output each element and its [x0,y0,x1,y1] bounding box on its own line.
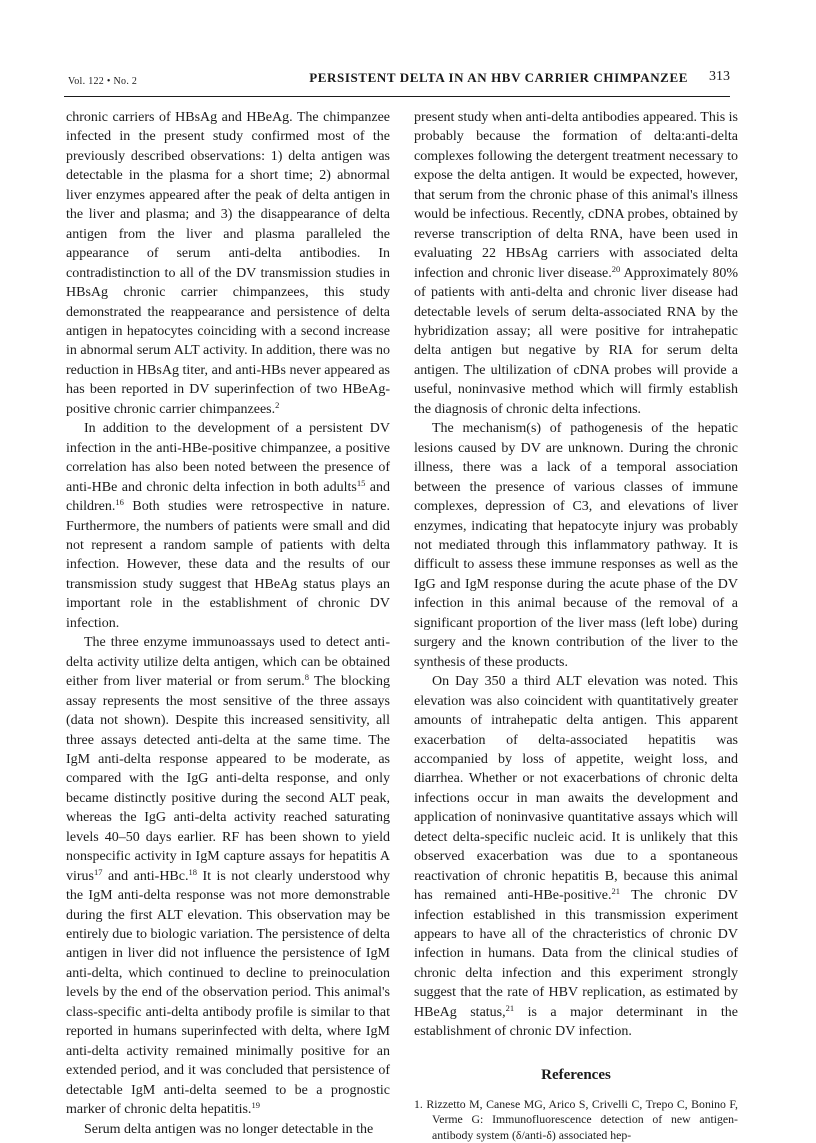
citation: 15 [356,477,366,488]
citation: 21 [611,886,620,897]
citation: 16 [115,497,124,508]
page-number: 313 [709,69,730,84]
paragraph-text: The mechanism(s) of pathogenesis of the hepatic lesions caused by DV are unknown. During the chronic illness, there was a lack of a temporal association between the presence of various classes of immune complexes, depression of C3, and elevations of liver enzymes, indicating that hepatocyte injury was probably not mediated through this inflammatory pathway. It is difficult to assess these immune responses as well as the IgG and IgM response during the acute phase of the DV infection in this animal because of the removal of a significant proportion of the liver mass (left lobe) during surgery and the known contribution of the liver to the synthesis of these products. [414,421,738,670]
right-column [414,108,738,1143]
citation: 17 [94,866,103,877]
paragraph-text: is a major determinant in the establishment of chronic DV infection. [414,1004,739,1040]
citation: 20 [611,263,621,274]
volume-issue: Vol. 122 • No. 2 [68,76,138,87]
paragraph-text: and anti-HBc. [102,868,189,884]
paragraph-text: and children. [66,479,390,515]
paragraph [66,1120,390,1139]
paragraph-text: present study when anti-delta antibodies appeared. This is probably because the formation of delta:anti-delta complexes following the detergent treatment necessary to expose the delta antigen. It would be expected, however, that serum from the chronic phase of this animal's illness would be infectious. Recently, cDNA probes, obtained by reverse transcription of delta RNA, have been used in evaluating 22 HBsAg carriers with associated delta infection and chronic liver disease. [414,110,738,281]
references-heading: References [541,1066,611,1083]
paragraph [414,672,738,1042]
running-title: PERSISTENT DELTA IN AN HBV CARRIER CHIMPANZEE [309,70,688,85]
paragraph-text: The three enzyme immunoassays used to detect anti-delta activity utilize delta antigen, which can be obtained either from liver material or from serum. [66,635,390,690]
citation: 21 [505,1002,515,1013]
citation: 18 [188,866,197,877]
paragraph-text: It is not clearly understood why the IgM anti-delta response was not more demonstrable during the first ALT elevation. This observation may be entirely due to biologic variation. The persistence of delta antigen in liver did not influence the persistence of IgM anti-delta, which continued to decline to preinoculation levels by the end of the observation period. This animal's class-specific anti-delta antibody profile is similar to that reported in humans superinfected with delta, where IgM anti-delta activity remained minimally positive for an extended period, and it was concluded that persistence of detectable IgM anti-delta seemed to be a prognostic marker of chronic delta hepatitis. [66,868,391,1118]
paragraph-text: Serum delta antigen was no longer detectable in the [84,1121,374,1137]
paragraph-text: chronic carriers of HBsAg and HBeAg. The chimpanzee infected in the present study confirmed most of the previously described observations: 1) delta antigen was detectable in the plasma for a short time; 2) abnormal liver enzymes appeared after the peak of delta antigen in the liver and plasma; and 3) the disappearance of delta antigen from the liver and plasma paralleled the appearance of serum anti-delta antibodies. In contradistinction to all of the DV transmission studies in HBsAg chronic carrier chimpanzees, this study demonstrated the reappearance and persistence of delta antigen in hepatocytes coinciding with a second increase in abnormal serum ALT activity. In addition, there was no reduction in HBsAg titer, and anti-HBs never appeared as has been reported in DV superinfection of two HBeAg-positive chronic carrier chimpanzees. [66,110,390,417]
header-rule [64,96,730,97]
paragraph-text: The blocking assay represents the most sensitive of the three assays (data not shown). Despite this increased sensitivity, all three assays detected anti-delta at the same time. The IgM anti-delta response appeared to be moderate, as compared with the IgG anti-delta response, and only became distinctly positive during the second ALT peak, whereas the IgG anti-delta activity reached saturating levels 40–50 days earlier. RF has been shown to yield nonspecific activity in IgM capture assays for hepatitis A virus [66,674,390,884]
paragraph [66,419,390,633]
running-header [62,62,730,92]
citation: 19 [251,1100,260,1111]
left-column [66,108,390,1139]
paragraph [414,108,738,419]
citation: 8 [304,672,309,683]
paragraph [66,633,390,1119]
paragraph-text: In addition to the development of a persistent DV infection in the anti-HBe-positive chimpanzee, a positive correlation has also been noted between the presence of anti-HBe and chronic delta infection in both adults [66,421,390,495]
paragraph-text: Both studies were retrospective in nature. Furthermore, the numbers of patients were small and did not represent a random sample of patients with delta infection. However, these data and the results of our transmission study suggest that HBeAg status plays an important role in the establishment of chronic DV infection. [66,499,390,631]
paragraph-text: On Day 350 a third ALT elevation was noted. This elevation was also coincident with quantitatively greater amounts of intrahepatic delta antigen. This apparent exacerbation of delta-associated hepatitis was accompanied by loss of appetite, weight loss, and diarrhea. Whether or not exacerbations of chronic delta infections occur in man awaits the development and application of noninvasive quantitative assays which will detect delta-specific nucleic acid. It is unlikely that this observed exacerbation was due to a spontaneous reactivation of chronic hepatitis B, because this animal has remained anti-HBe-positive. [414,674,738,904]
paragraph-text: Approximately 80% of patients with anti-delta and chronic liver disease had detectable levels of serum delta-associated RNA by the hybridization assay; all were positive for intrahepatic delta antigen but negative by RIA for serum delta antigen. The ultilization of cDNA probes will provide a useful, noninvasive method which will firmly establish the diagnosis of chronic delta infections. [414,265,738,417]
paragraph [66,108,390,419]
reference-item: 1. Rizzetto M, Canese MG, Arico S, Crivelli C, Trepo C, Bonino F, Verme G: Immunofluorescence detection of new antigen-antibody system (δ/anti-δ) associated hep- [414,1097,738,1142]
citation: 2 [275,399,280,410]
paragraph-text: The chronic DV infection established in this transmission experiment appears to have all of the chracteristics of chronic DV infection in humans. Data from the clinical studies of chronic delta infection and this experiment strongly suggest that the rate of HBV replication, as estimated by HBeAg status, [414,888,738,1020]
paragraph [414,419,738,672]
